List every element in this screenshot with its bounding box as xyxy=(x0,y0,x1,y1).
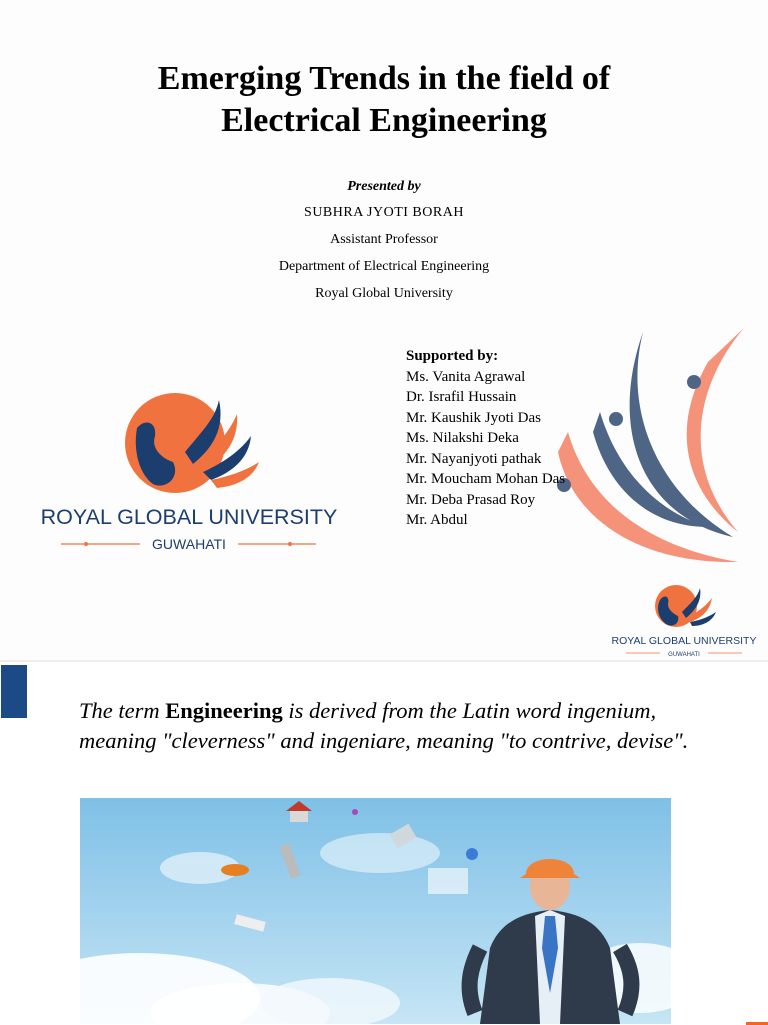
small-logo-name: ROYAL GLOBAL UNIVERSITY xyxy=(611,635,757,647)
supporter-item: Ms. Nilakshi Deka xyxy=(406,430,519,446)
logo-city: GUWAHATI xyxy=(152,536,226,552)
presenter-role: Assistant Professor xyxy=(330,232,438,247)
accent-bar xyxy=(1,665,27,718)
presenter-name: SUBHRA JYOTI BORAH xyxy=(304,205,464,220)
supporter-item: Mr. Nayanjyoti pathak xyxy=(406,450,542,467)
dot-middle xyxy=(609,412,623,426)
quote-suffix: is derived from the Latin word ingenium, meaning "cleverness" and ingeniare, meaning "to contrive, devise". xyxy=(79,698,689,753)
supporters-list xyxy=(406,346,565,531)
presenter-university: Royal Global University xyxy=(315,286,453,301)
slide-title xyxy=(0,58,768,142)
supporter-item: Mr. Deba Prasad Roy xyxy=(406,491,536,508)
engineering-definition xyxy=(79,696,719,755)
supporter-item: Mr. Abdul xyxy=(406,512,468,528)
quote-term: Engineering xyxy=(165,698,283,723)
presented-by-label: Presented by xyxy=(347,179,421,194)
presenter-department: Department of Electrical Engineering xyxy=(278,259,490,274)
university-logo-emblem xyxy=(125,388,265,498)
title-line-2: Electrical Engineering xyxy=(221,102,547,139)
university-logo-wordmark xyxy=(24,502,354,552)
quote-prefix: The term xyxy=(79,698,166,723)
supporter-item: Mr. Moucham Mohan Das xyxy=(406,471,566,487)
supporter-item: Dr. Israfil Hussain xyxy=(406,389,517,405)
supported-by-heading: Supported by: xyxy=(406,348,499,364)
supporter-item: Mr. Kaushik Jyoti Das xyxy=(406,409,541,426)
title-line-1: Emerging Trends in the field of xyxy=(157,60,611,97)
decorative-swoosh-graphic xyxy=(548,322,768,570)
definition-slide xyxy=(0,662,768,1024)
logo-university-name: ROYAL GLOBAL UNIVERSITY xyxy=(40,505,338,529)
engineer-sky-photo xyxy=(80,798,671,1024)
supporter-item: Ms. Vanita Agrawal xyxy=(406,368,526,385)
dot-top xyxy=(687,375,701,389)
small-logo-city: GUWAHATI xyxy=(668,652,700,658)
small-university-logo xyxy=(606,582,762,660)
swoosh-right xyxy=(687,328,744,532)
